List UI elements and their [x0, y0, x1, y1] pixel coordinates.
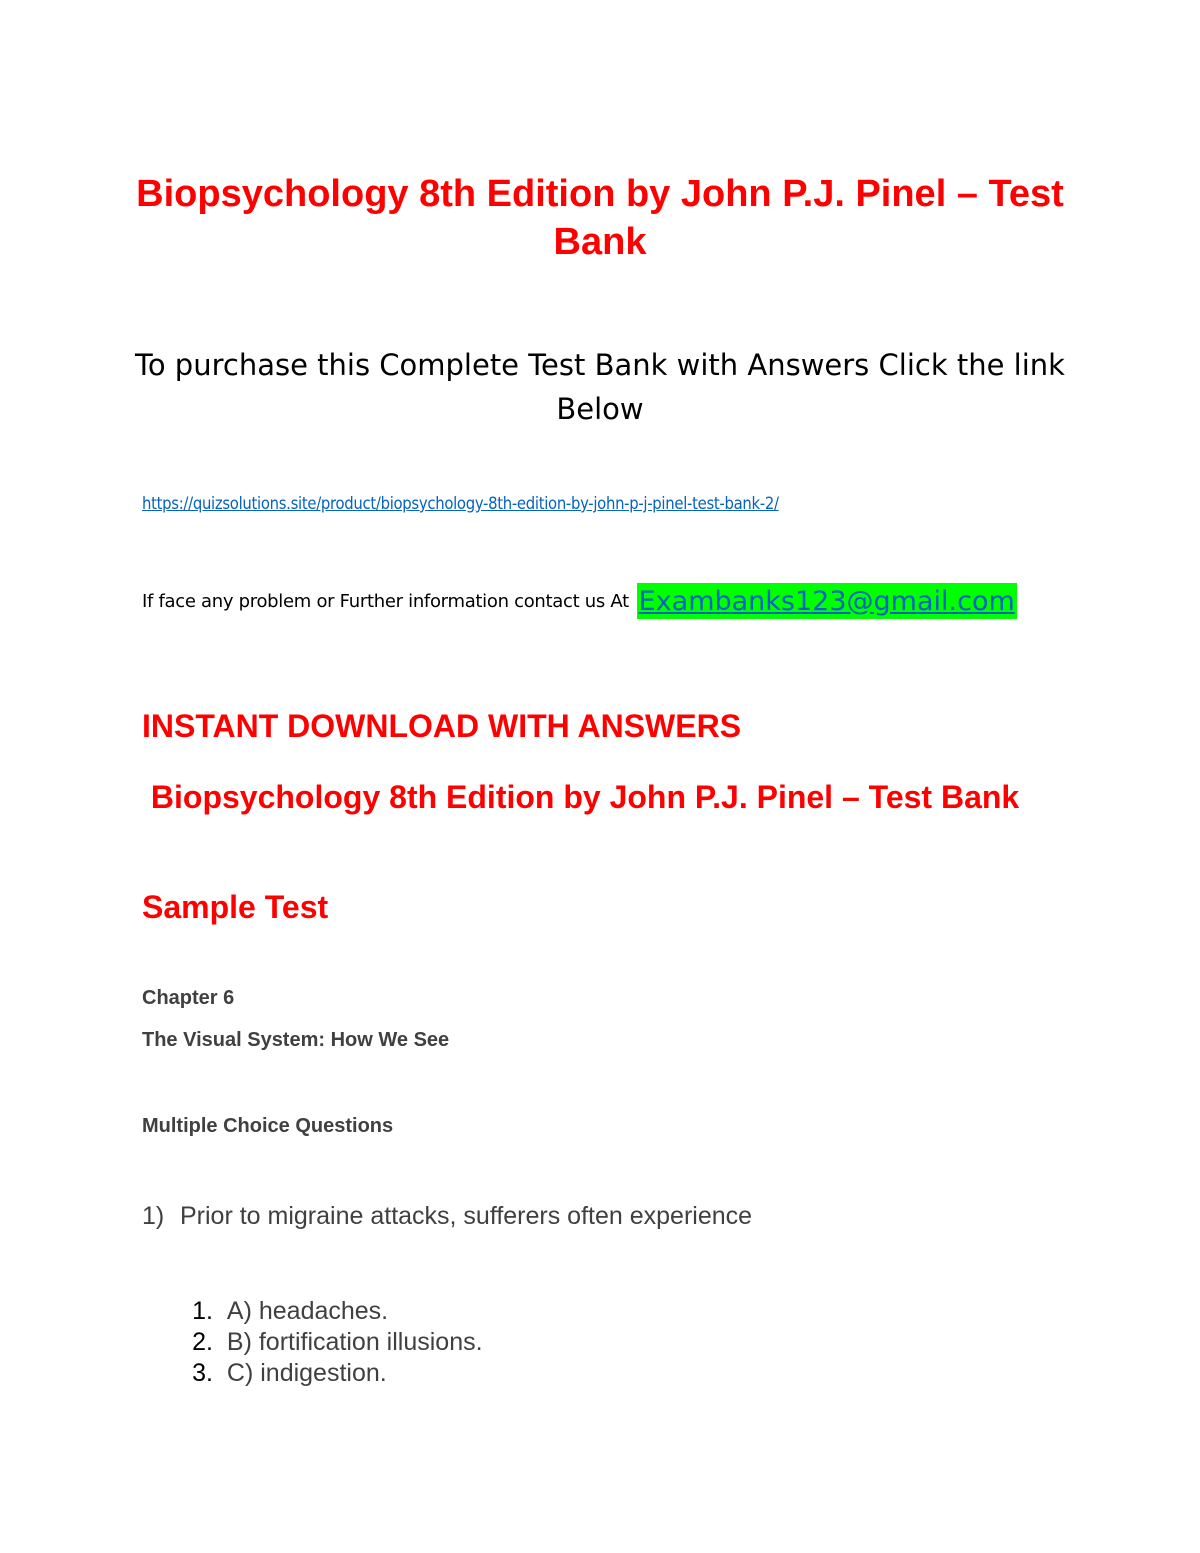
- contact-email-link[interactable]: Exambanks123@gmail.com: [637, 583, 1017, 619]
- option-number: 3.: [192, 1359, 213, 1387]
- question-number: 1): [142, 1202, 165, 1230]
- option-number: 2.: [192, 1328, 213, 1356]
- book-title-heading: [142, 778, 1022, 816]
- contact-lead-text: If face any problem or Further information contact us At: [142, 591, 629, 612]
- list-item: [142, 1296, 483, 1327]
- list-item: [142, 1327, 483, 1358]
- contact-line: [142, 583, 1017, 619]
- question-text: Prior to migraine attacks, sufferers often experience: [180, 1202, 753, 1230]
- option-text: C) indigestion.: [226, 1359, 387, 1387]
- chapter-number: Chapter 6: [142, 987, 235, 1009]
- question-1: [142, 1200, 752, 1232]
- answer-options: [142, 1296, 483, 1389]
- purchase-instructions: To purchase this Complete Test Bank with Answers Click the link Below: [135, 348, 1065, 426]
- option-number: 1.: [192, 1297, 213, 1325]
- book-title-text: Biopsychology 8th Edition by John P.J. Pinel – Test Bank: [150, 779, 1020, 815]
- chapter-title: The Visual System: How We See: [142, 1029, 450, 1051]
- sample-test-heading: Sample Test: [142, 889, 329, 925]
- product-link[interactable]: https://quizsolutions.site/product/biopsychology-8th-edition-by-john-p-j-pinel-test-bank-2/: [142, 494, 779, 513]
- list-item: [142, 1358, 483, 1389]
- option-text: A) headaches.: [226, 1297, 389, 1325]
- option-text: B) fortification illusions.: [226, 1328, 483, 1356]
- document-title: Biopsychology 8th Edition by John P.J. Pinel – Test Bank: [136, 173, 1064, 263]
- section-heading: Multiple Choice Questions: [142, 1115, 394, 1137]
- instant-download-heading: INSTANT DOWNLOAD WITH ANSWERS: [142, 708, 742, 744]
